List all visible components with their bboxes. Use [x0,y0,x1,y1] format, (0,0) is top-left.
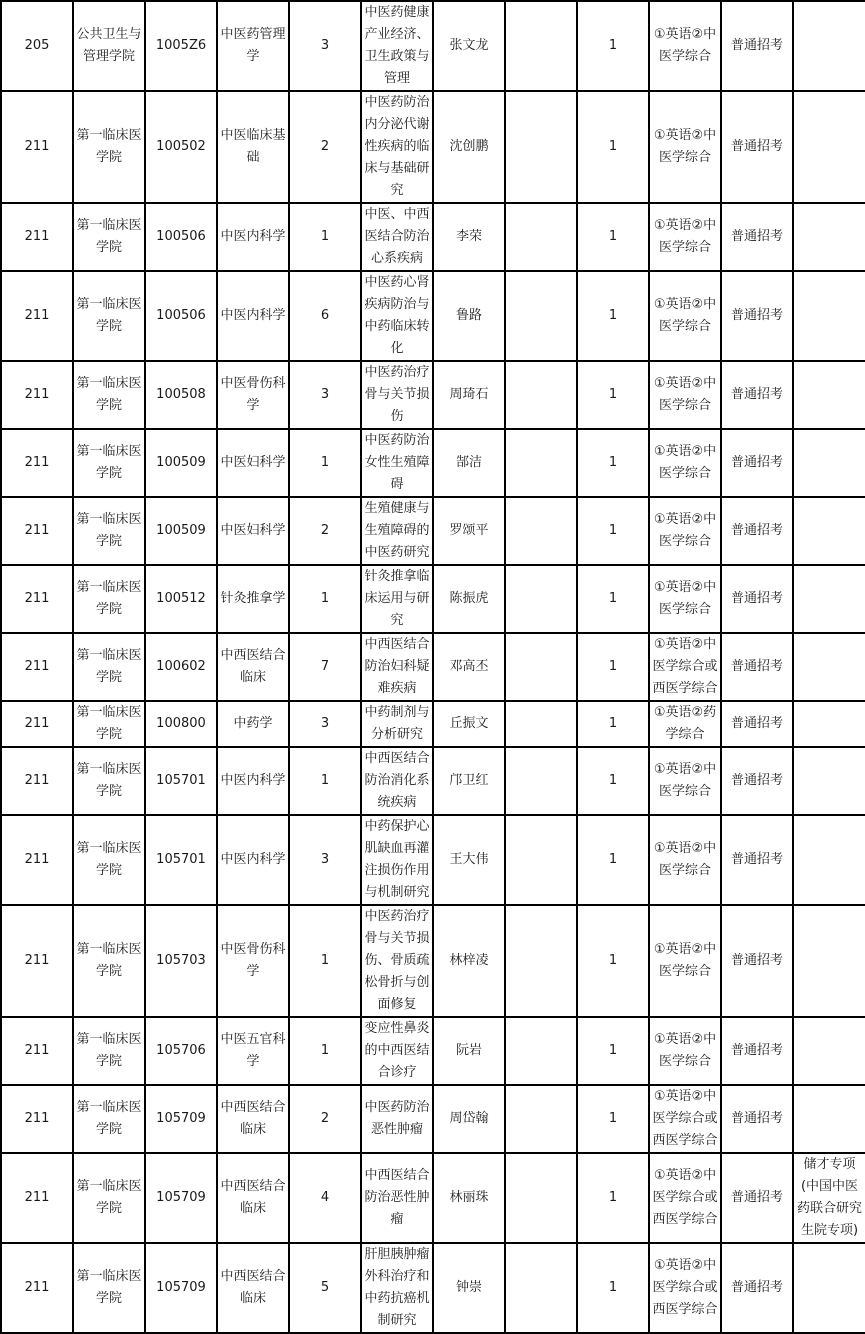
direction-code-cell: 3 [289,1,361,91]
quota-cell: 1 [577,1085,649,1153]
college-cell: 第一临床医学院 [73,701,145,747]
college-cell: 第一临床医学院 [73,905,145,1017]
remarks-cell [793,361,865,429]
unit-code-cell: 205 [1,1,73,91]
college-cell: 第一临床医学院 [73,815,145,905]
supervisor-cell: 林丽珠 [433,1153,505,1243]
quota-cell: 1 [577,747,649,815]
exam-subjects-cell: ①英语②中医学综合或西医学综合 [649,1085,721,1153]
quota-cell: 1 [577,905,649,1017]
major-name-cell: 中医内科学 [217,271,289,361]
supervisor-cell: 邝卫红 [433,747,505,815]
blank-cell [505,1153,577,1243]
exam-subjects-cell: ①英语②中医学综合或西医学综合 [649,1243,721,1333]
major-name-cell: 中西医结合临床 [217,1085,289,1153]
unit-code-cell: 211 [1,361,73,429]
college-cell: 第一临床医学院 [73,271,145,361]
table-row [1,1017,865,1085]
admission-type-cell: 普通招考 [721,1153,793,1243]
research-direction-cell: 变应性鼻炎的中西医结合诊疗 [361,1017,433,1085]
table-row [1,203,865,271]
table-row [1,1085,865,1153]
table-row [1,91,865,203]
unit-code-cell: 211 [1,1153,73,1243]
admission-type-cell: 普通招考 [721,203,793,271]
research-direction-cell: 中医药心肾疾病防治与中药临床转化 [361,271,433,361]
research-direction-cell: 中医药健康产业经济、卫生政策与管理 [361,1,433,91]
major-code-cell: 100602 [145,633,217,701]
research-direction-cell: 中药制剂与分析研究 [361,701,433,747]
admission-type-cell: 普通招考 [721,361,793,429]
exam-subjects-cell: ①英语②中医学综合或西医学综合 [649,1153,721,1243]
major-code-cell: 100509 [145,497,217,565]
unit-code-cell: 211 [1,747,73,815]
unit-code-cell: 211 [1,565,73,633]
research-direction-cell: 中药保护心肌缺血再灌注损伤作用与机制研究 [361,815,433,905]
quota-cell: 1 [577,1,649,91]
college-cell: 第一临床医学院 [73,747,145,815]
supervisor-cell: 周岱翰 [433,1085,505,1153]
supervisor-cell: 钟崇 [433,1243,505,1333]
admission-type-cell: 普通招考 [721,1243,793,1333]
major-code-cell: 100512 [145,565,217,633]
table-row [1,1243,865,1333]
blank-cell [505,1243,577,1333]
quota-cell: 1 [577,701,649,747]
direction-code-cell: 3 [289,815,361,905]
supervisor-cell: 周琦石 [433,361,505,429]
admission-type-cell: 普通招考 [721,91,793,203]
remarks-cell [793,1017,865,1085]
blank-cell [505,271,577,361]
exam-subjects-cell: ①英语②中医学综合 [649,747,721,815]
quota-cell: 1 [577,497,649,565]
quota-cell: 1 [577,1017,649,1085]
major-name-cell: 中医五官科学 [217,1017,289,1085]
major-name-cell: 中医妇科学 [217,497,289,565]
major-code-cell: 100508 [145,361,217,429]
exam-subjects-cell: ①英语②中医学综合 [649,271,721,361]
research-direction-cell: 中医药治疗骨与关节损伤 [361,361,433,429]
blank-cell [505,701,577,747]
admission-type-cell: 普通招考 [721,747,793,815]
blank-cell [505,747,577,815]
remarks-cell [793,633,865,701]
direction-code-cell: 3 [289,361,361,429]
direction-code-cell: 1 [289,565,361,633]
direction-code-cell: 1 [289,905,361,1017]
quota-cell: 1 [577,1243,649,1333]
major-name-cell: 中西医结合临床 [217,1153,289,1243]
remarks-cell [793,815,865,905]
unit-code-cell: 211 [1,91,73,203]
quota-cell: 1 [577,815,649,905]
direction-code-cell: 5 [289,1243,361,1333]
major-name-cell: 中医骨伤科学 [217,361,289,429]
research-direction-cell: 中医药防治内分泌代谢性疾病的临床与基础研究 [361,91,433,203]
major-code-cell: 105709 [145,1085,217,1153]
remarks-cell [793,1,865,91]
quota-cell: 1 [577,429,649,497]
blank-cell [505,565,577,633]
remarks-cell [793,565,865,633]
direction-code-cell: 1 [289,1017,361,1085]
college-cell: 第一临床医学院 [73,361,145,429]
major-name-cell: 中西医结合临床 [217,633,289,701]
college-cell: 第一临床医学院 [73,429,145,497]
remarks-cell [793,203,865,271]
unit-code-cell: 211 [1,271,73,361]
research-direction-cell: 生殖健康与生殖障碍的中医药研究 [361,497,433,565]
exam-subjects-cell: ①英语②中医学综合 [649,565,721,633]
table-row [1,1153,865,1243]
college-cell: 第一临床医学院 [73,203,145,271]
exam-subjects-cell: ①英语②中医学综合 [649,905,721,1017]
exam-subjects-cell: ①英语②中医学综合 [649,91,721,203]
remarks-cell [793,271,865,361]
table-row [1,429,865,497]
admission-type-cell: 普通招考 [721,1,793,91]
exam-subjects-cell: ①英语②中医学综合 [649,497,721,565]
direction-code-cell: 2 [289,91,361,203]
admission-type-cell: 普通招考 [721,1085,793,1153]
exam-subjects-cell: ①英语②中医学综合 [649,429,721,497]
blank-cell [505,361,577,429]
college-cell: 第一临床医学院 [73,1243,145,1333]
table-row [1,633,865,701]
college-cell: 公共卫生与管理学院 [73,1,145,91]
college-cell: 第一临床医学院 [73,91,145,203]
blank-cell [505,91,577,203]
research-direction-cell: 肝胆胰肿瘤外科治疗和中药抗癌机制研究 [361,1243,433,1333]
quota-cell: 1 [577,91,649,203]
exam-subjects-cell: ①英语②中医学综合 [649,815,721,905]
major-name-cell: 中医内科学 [217,747,289,815]
supervisor-cell: 陈振虎 [433,565,505,633]
direction-code-cell: 7 [289,633,361,701]
major-name-cell: 中医内科学 [217,815,289,905]
supervisor-cell: 张文龙 [433,1,505,91]
table-row [1,747,865,815]
blank-cell [505,203,577,271]
table-row [1,1,865,91]
quota-cell: 1 [577,1153,649,1243]
major-name-cell: 中医妇科学 [217,429,289,497]
unit-code-cell: 211 [1,1085,73,1153]
research-direction-cell: 中医、中西医结合防治心系疾病 [361,203,433,271]
exam-subjects-cell: ①英语②中医学综合 [649,1017,721,1085]
major-code-cell: 100506 [145,203,217,271]
supervisor-cell: 丘振文 [433,701,505,747]
major-name-cell: 中医药管理学 [217,1,289,91]
major-code-cell: 100506 [145,271,217,361]
exam-subjects-cell: ①英语②中医学综合 [649,361,721,429]
quota-cell: 1 [577,203,649,271]
quota-cell: 1 [577,633,649,701]
major-code-cell: 105701 [145,747,217,815]
major-code-cell: 100502 [145,91,217,203]
admission-type-cell: 普通招考 [721,429,793,497]
table-row [1,701,865,747]
college-cell: 第一临床医学院 [73,1085,145,1153]
remarks-cell [793,1085,865,1153]
admission-type-cell: 普通招考 [721,905,793,1017]
quota-cell: 1 [577,565,649,633]
blank-cell [505,905,577,1017]
remarks-cell [793,91,865,203]
unit-code-cell: 211 [1,203,73,271]
major-name-cell: 针灸推拿学 [217,565,289,633]
supervisor-cell: 李荣 [433,203,505,271]
admission-type-cell: 普通招考 [721,633,793,701]
admission-type-cell: 普通招考 [721,1017,793,1085]
remarks-cell [793,1243,865,1333]
blank-cell [505,1,577,91]
research-direction-cell: 中西医结合防治妇科疑难疾病 [361,633,433,701]
exam-subjects-cell: ①英语②中医学综合 [649,203,721,271]
major-name-cell: 中医内科学 [217,203,289,271]
major-code-cell: 100800 [145,701,217,747]
unit-code-cell: 211 [1,497,73,565]
direction-code-cell: 4 [289,1153,361,1243]
admission-type-cell: 普通招考 [721,815,793,905]
direction-code-cell: 2 [289,1085,361,1153]
remarks-cell [793,429,865,497]
college-cell: 第一临床医学院 [73,497,145,565]
research-direction-cell: 中西医结合防治恶性肿瘤 [361,1153,433,1243]
unit-code-cell: 211 [1,701,73,747]
supervisor-cell: 林梓凌 [433,905,505,1017]
major-name-cell: 中药学 [217,701,289,747]
blank-cell [505,815,577,905]
major-code-cell: 105701 [145,815,217,905]
admission-type-cell: 普通招考 [721,701,793,747]
blank-cell [505,1017,577,1085]
direction-code-cell: 3 [289,701,361,747]
major-code-cell: 1005Z6 [145,1,217,91]
direction-code-cell: 1 [289,747,361,815]
research-direction-cell: 中西医结合防治消化系统疾病 [361,747,433,815]
college-cell: 第一临床医学院 [73,1153,145,1243]
research-direction-cell: 针灸推拿临床运用与研究 [361,565,433,633]
supervisor-cell: 鲁路 [433,271,505,361]
quota-cell: 1 [577,271,649,361]
remarks-cell [793,497,865,565]
table-row [1,815,865,905]
college-cell: 第一临床医学院 [73,565,145,633]
college-cell: 第一临床医学院 [73,1017,145,1085]
major-code-cell: 105709 [145,1153,217,1243]
remarks-cell: 储才专项(中国中医药联合研究生院专项) [793,1153,865,1243]
table-row [1,497,865,565]
admission-type-cell: 普通招考 [721,271,793,361]
unit-code-cell: 211 [1,1017,73,1085]
blank-cell [505,633,577,701]
exam-subjects-cell: ①英语②药学综合 [649,701,721,747]
exam-subjects-cell: ①英语②中医学综合或西医学综合 [649,633,721,701]
remarks-cell [793,701,865,747]
supervisor-cell: 阮岩 [433,1017,505,1085]
admission-type-cell: 普通招考 [721,565,793,633]
remarks-cell [793,905,865,1017]
supervisor-cell: 罗颂平 [433,497,505,565]
major-name-cell: 中医临床基础 [217,91,289,203]
unit-code-cell: 211 [1,633,73,701]
unit-code-cell: 211 [1,905,73,1017]
direction-code-cell: 1 [289,203,361,271]
direction-code-cell: 1 [289,429,361,497]
research-direction-cell: 中医药治疗骨与关节损伤、骨质疏松骨折与创面修复 [361,905,433,1017]
table-row [1,361,865,429]
college-cell: 第一临床医学院 [73,633,145,701]
unit-code-cell: 211 [1,815,73,905]
direction-code-cell: 6 [289,271,361,361]
major-code-cell: 105709 [145,1243,217,1333]
direction-code-cell: 2 [289,497,361,565]
research-direction-cell: 中医药防治女性生殖障碍 [361,429,433,497]
admission-type-cell: 普通招考 [721,497,793,565]
supervisor-cell: 郜洁 [433,429,505,497]
blank-cell [505,429,577,497]
unit-code-cell: 211 [1,429,73,497]
table-row [1,905,865,1017]
table-row [1,565,865,633]
table-body [1,1,865,1333]
blank-cell [505,1085,577,1153]
remarks-cell [793,747,865,815]
supervisor-cell: 王大伟 [433,815,505,905]
table-row [1,271,865,361]
quota-cell: 1 [577,361,649,429]
exam-subjects-cell: ①英语②中医学综合 [649,1,721,91]
research-direction-cell: 中医药防治恶性肿瘤 [361,1085,433,1153]
blank-cell [505,497,577,565]
unit-code-cell: 211 [1,1243,73,1333]
supervisor-cell: 邓高丕 [433,633,505,701]
major-name-cell: 中西医结合临床 [217,1243,289,1333]
supervisor-cell: 沈创鹏 [433,91,505,203]
major-name-cell: 中医骨伤科学 [217,905,289,1017]
major-code-cell: 100509 [145,429,217,497]
major-code-cell: 105703 [145,905,217,1017]
major-code-cell: 105706 [145,1017,217,1085]
